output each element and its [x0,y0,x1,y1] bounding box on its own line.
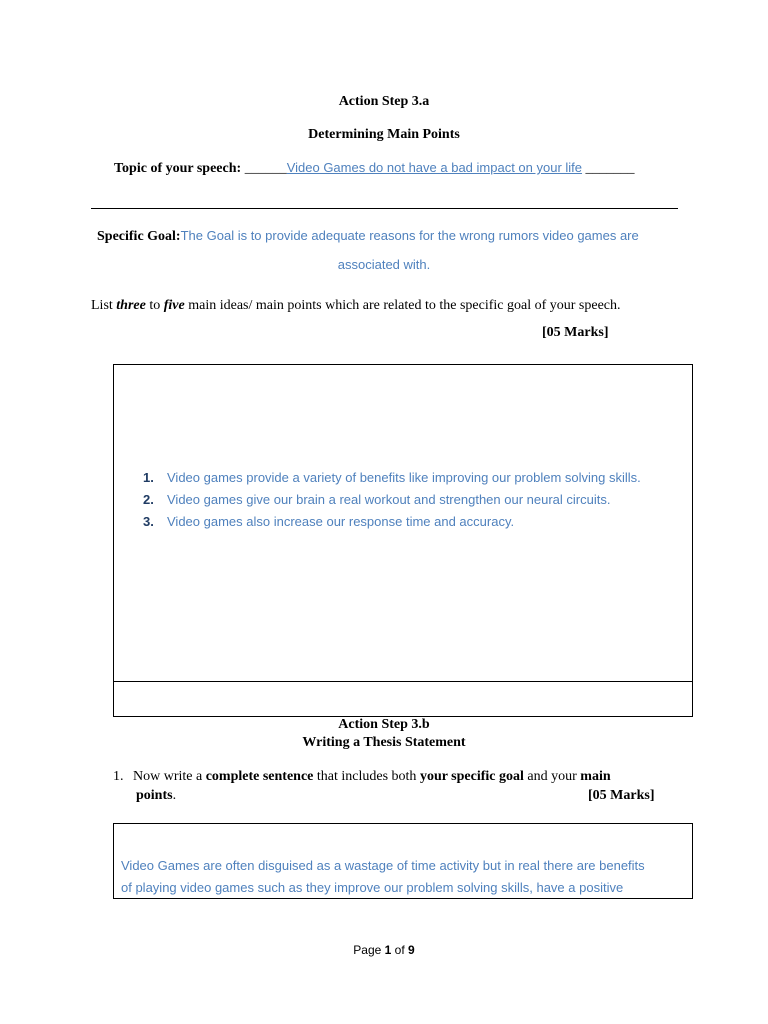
box-divider [114,681,692,682]
topic-line [114,160,635,177]
instruction-three: three [116,298,146,313]
question-part-3: and your [523,769,581,784]
page-prefix: Page [353,943,385,957]
step-b-subheading: Writing a Thesis Statement [302,735,466,750]
goal-label: Specific Goal: [97,229,181,244]
page-total: 9 [408,943,415,957]
thesis-answer-box [113,823,693,899]
question-line-2-end: . [172,788,177,803]
question-line-2-bold: points [136,788,173,803]
thesis-line-1: Video Games are often disguised as a wastage of time activity but in real there are benefits [121,858,645,873]
point-number: 1. [143,470,154,485]
point-number: 2. [143,492,154,507]
step-a-marks: [05 Marks] [542,325,609,340]
question-bold-1: complete sentence [205,769,314,784]
point-text: Video games give our brain a real workout and strengthen our neural circuits. [167,492,611,507]
step-b-marks: [05 Marks] [588,788,655,803]
goal-text-1: The Goal is to provide adequate reasons for the wrong rumors video games are [180,228,639,243]
topic-blank-after: _______ [585,161,635,176]
topic-value: Video Games do not have a bad impact on your life [286,160,583,175]
question-line-2 [136,788,176,804]
topic-rule [91,208,678,209]
question-line-1 [113,769,611,785]
thesis-line-2: of playing video games such as they improve our problem solving skills, have a positive [121,880,624,895]
step-a-subheading: Determining Main Points [308,127,460,142]
point-number: 3. [143,514,154,529]
step-a-heading: Action Step 3.a [338,94,430,109]
goal-text-2: associated with. [337,257,431,272]
topic-blank-before: ______ [244,161,287,176]
instruction-suffix: main ideas/ main points which are related to the specific goal of your speech. [184,298,621,313]
main-points-box [113,364,693,717]
question-number: 1. [113,769,124,784]
point-text: Video games also increase our response time and accuracy. [167,514,515,529]
goal-line-1 [97,228,639,245]
question-part-1: Now write a [133,769,206,784]
page-current: 1 [384,943,392,957]
page-footer [0,943,768,957]
step-b-heading: Action Step 3.b [338,717,430,732]
instruction-prefix: List [91,298,117,313]
instruction-five: five [163,298,185,313]
instruction-to: to [145,298,164,313]
topic-label: Topic of your speech: [114,161,242,176]
instruction [91,298,621,314]
question-bold-3: main [580,769,611,784]
point-text: Video games provide a variety of benefits like improving our problem solving skills. [167,470,641,485]
page-of: of [391,943,409,957]
question-part-2: that includes both [313,769,420,784]
question-bold-2: your specific goal [419,769,524,784]
